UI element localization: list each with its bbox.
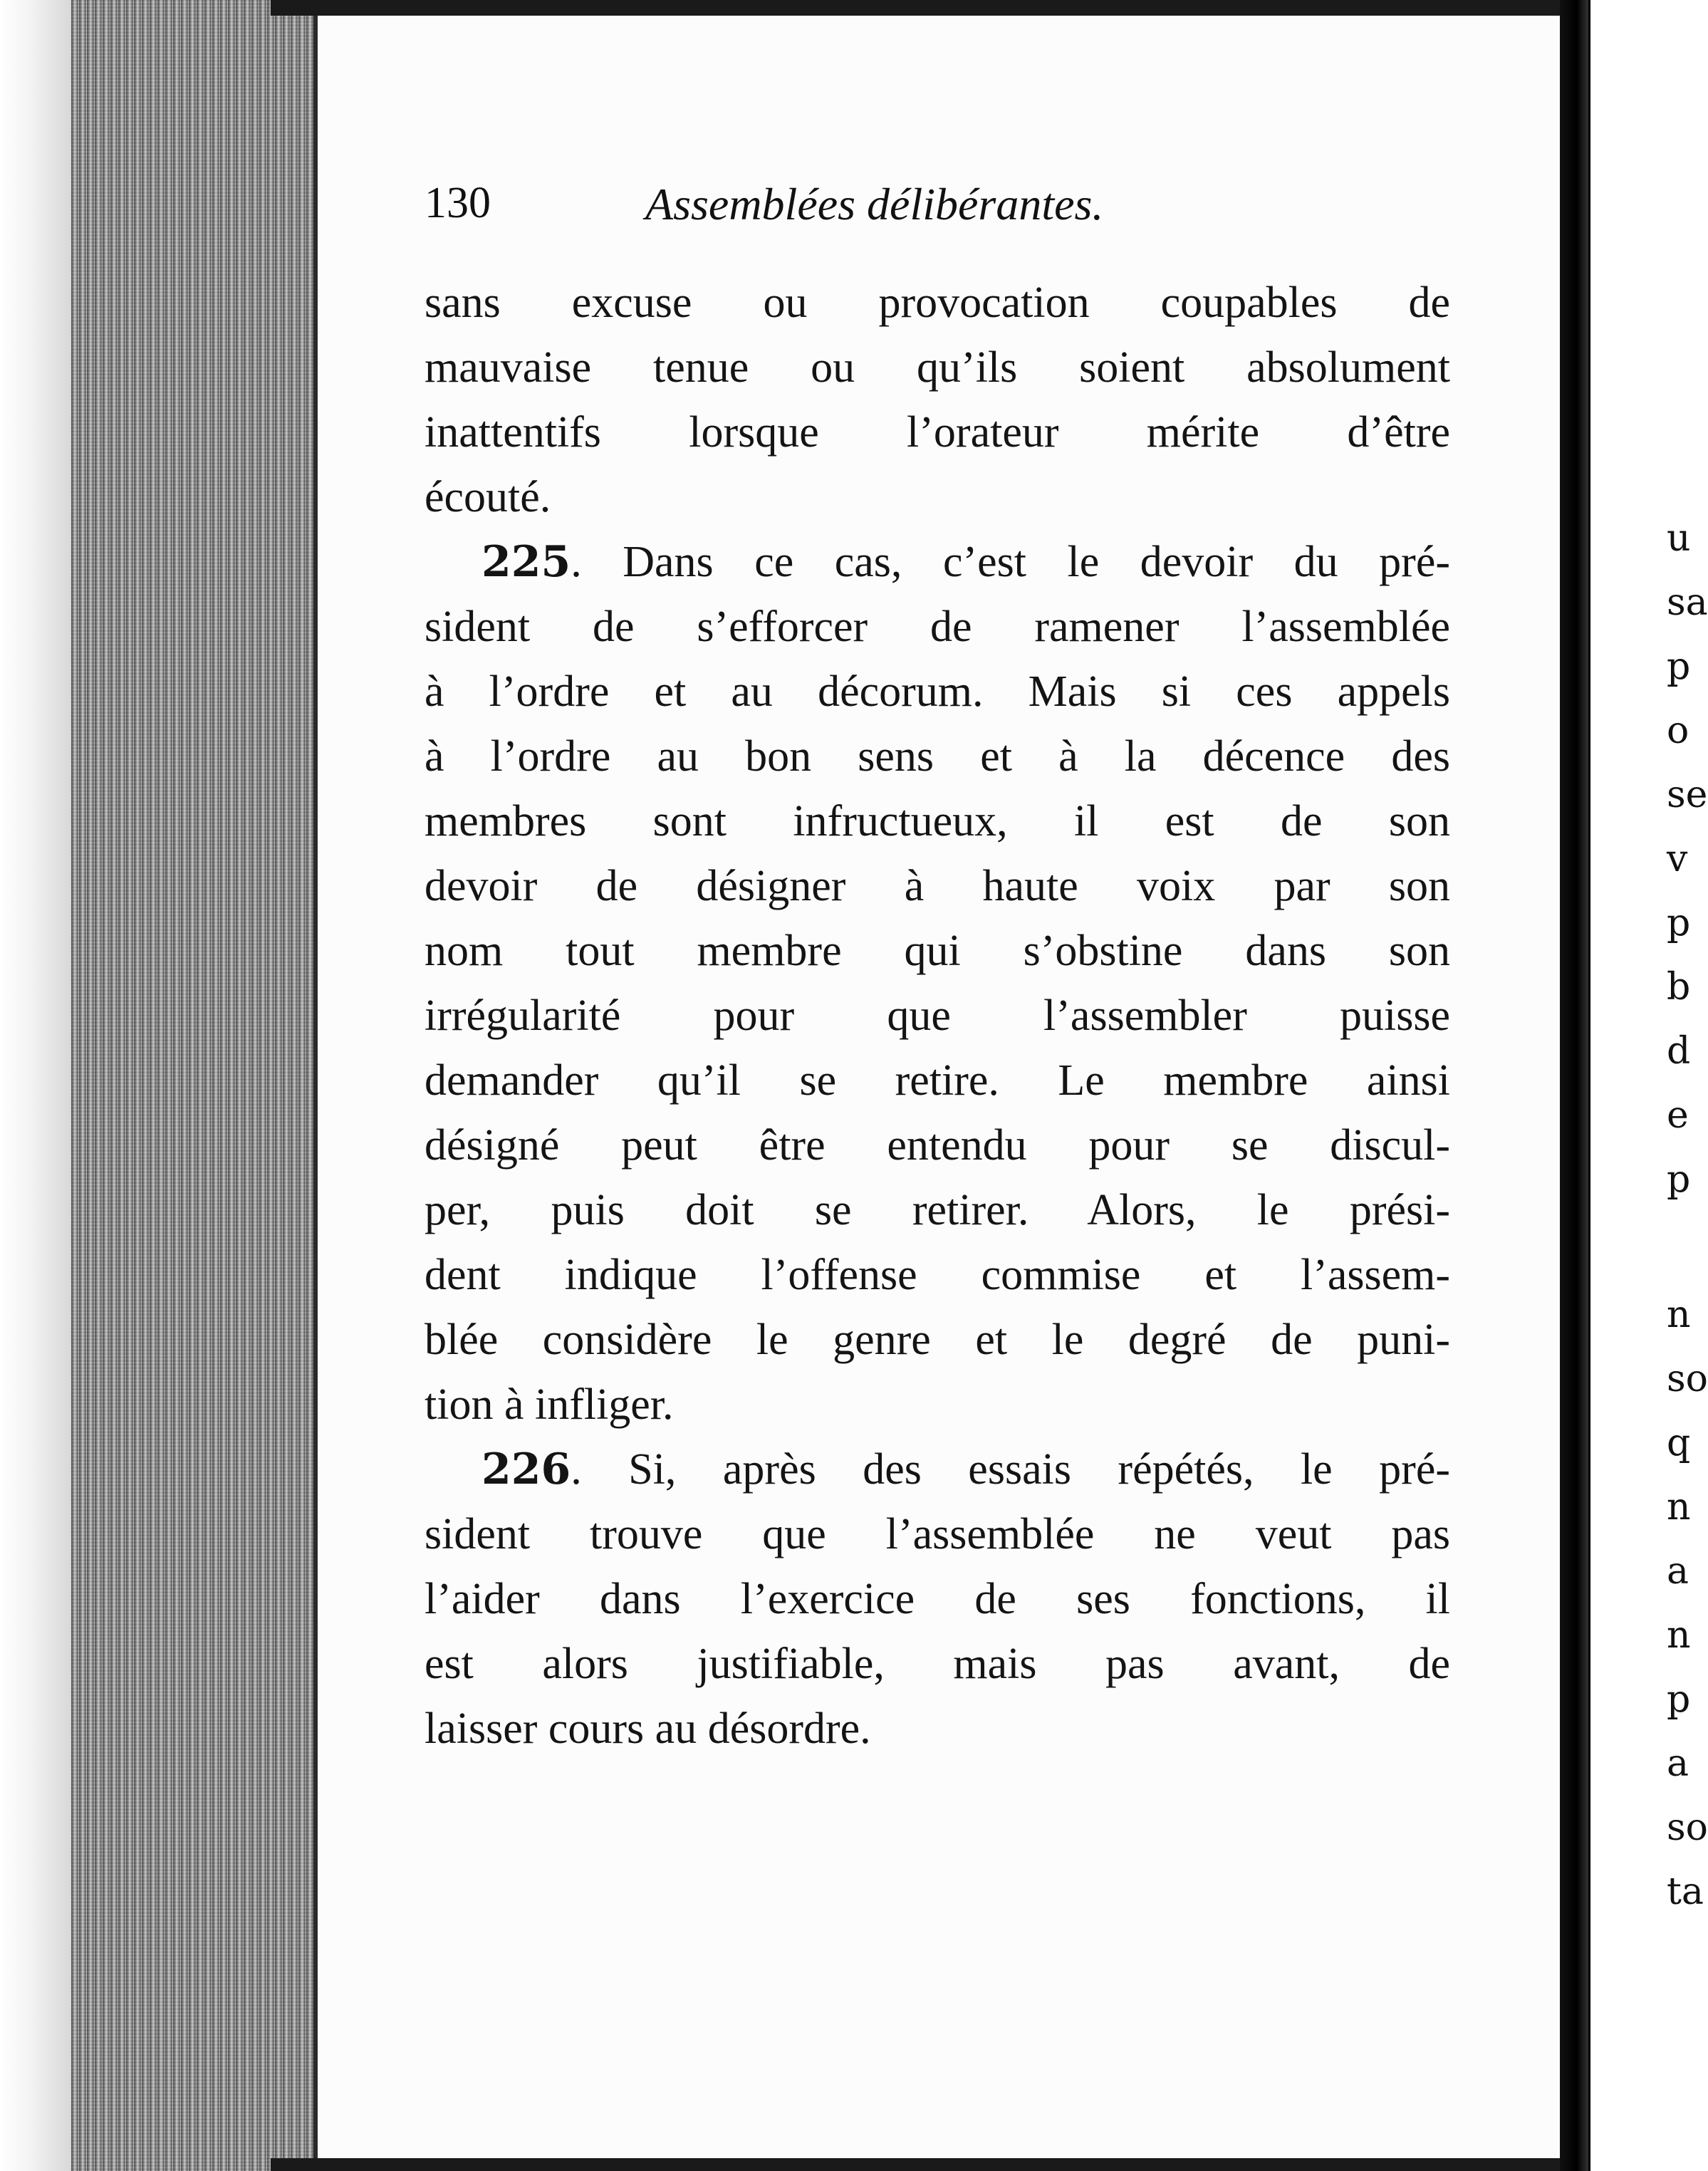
facing-page-fragment: u — [1667, 517, 1691, 560]
facing-page-fragment: n — [1667, 1293, 1691, 1336]
text-line: irrégularité pour que l’assembler puisse — [425, 991, 1450, 1040]
body-text — [425, 271, 1450, 1761]
text-line: mauvaise tenue ou qu’ils soient absolument — [425, 343, 1450, 392]
book-page-edges — [71, 0, 321, 2171]
text-line: tion à infliger. — [425, 1380, 674, 1429]
page-top-shadow — [271, 0, 1588, 16]
facing-page-fragment: se — [1667, 774, 1708, 816]
text-line: inattentifs lorsque l’orateur mérite d’être — [425, 408, 1450, 457]
text-line: dent indique l’offense commise et l’assem- — [425, 1251, 1450, 1299]
facing-page-fragment: q — [1667, 1422, 1691, 1464]
facing-page-fragment: sa — [1667, 581, 1708, 624]
facing-page-fragment: a — [1667, 1742, 1689, 1785]
facing-page-fragment: p — [1667, 645, 1691, 688]
paragraph-226-first-line — [425, 1437, 1450, 1502]
text-line: sident de s’efforcer de ramener l’assemblée — [425, 603, 1450, 651]
text-line: l’aider dans l’exercice de ses fonctions, il — [425, 1575, 1450, 1623]
text-line: . Dans ce cas, c’est le devoir du pré- — [571, 538, 1450, 586]
facing-page-fragment: a — [1667, 1550, 1689, 1593]
text-line: nom tout membre qui s’obstine dans son — [425, 927, 1450, 975]
text-line: membres sont infructueux, il est de son — [425, 797, 1450, 845]
text-line: per, puis doit se retirer. Alors, le prési- — [425, 1186, 1450, 1234]
text-line: est alors justifiable, mais pas avant, de — [425, 1640, 1450, 1688]
book-spine — [0, 0, 71, 2171]
facing-page-fragment: v — [1667, 838, 1688, 880]
text-line: . Si, après des essais répétés, le pré- — [571, 1445, 1450, 1494]
text-line: à l’ordre au bon sens et à la décence des — [425, 732, 1450, 781]
facing-page-fragment: d — [1667, 1030, 1691, 1073]
page-number: 130 — [425, 179, 491, 227]
page-bottom-shadow — [271, 2158, 1588, 2171]
text-line: sident trouve que l’assemblée ne veut pas — [425, 1510, 1450, 1558]
paragraph-225-first-line — [425, 530, 1450, 595]
running-title: Assemblées délibérantes. — [645, 179, 1104, 229]
facing-page-fragment: n — [1667, 1614, 1691, 1657]
text-line: sans excuse ou provocation coupables de — [425, 278, 1450, 327]
facing-page-fragment: p — [1667, 1158, 1691, 1201]
facing-page-fragment: so — [1667, 1806, 1708, 1849]
facing-page-fragment: p — [1667, 1678, 1691, 1721]
paragraph-number: 226 — [481, 1444, 571, 1494]
text-line: écouté. — [425, 473, 551, 521]
facing-page-fragment: b — [1667, 966, 1691, 1009]
page-header — [425, 178, 1479, 235]
facing-page-fragment: o — [1667, 709, 1689, 752]
facing-page-fragment: ta — [1667, 1870, 1704, 1913]
facing-page-fragment: p — [1667, 902, 1691, 944]
facing-page-fragment: so — [1667, 1358, 1708, 1400]
text-line: demander qu’il se retire. Le membre ainsi — [425, 1056, 1450, 1105]
paragraph-number: 225 — [481, 537, 571, 587]
facing-page-fragment: n — [1667, 1486, 1691, 1529]
text-line: à l’ordre et au décorum. Mais si ces appels — [425, 667, 1450, 716]
facing-page-fragment: e — [1667, 1094, 1689, 1137]
text-line: laisser cours au désordre. — [425, 1704, 871, 1753]
text-line: blée considère le genre et le degré de puni- — [425, 1316, 1450, 1364]
text-line: désigné peut être entendu pour se discul- — [425, 1121, 1450, 1170]
book-gutter — [1560, 0, 1588, 2171]
text-line: devoir de désigner à haute voix par son — [425, 862, 1450, 910]
